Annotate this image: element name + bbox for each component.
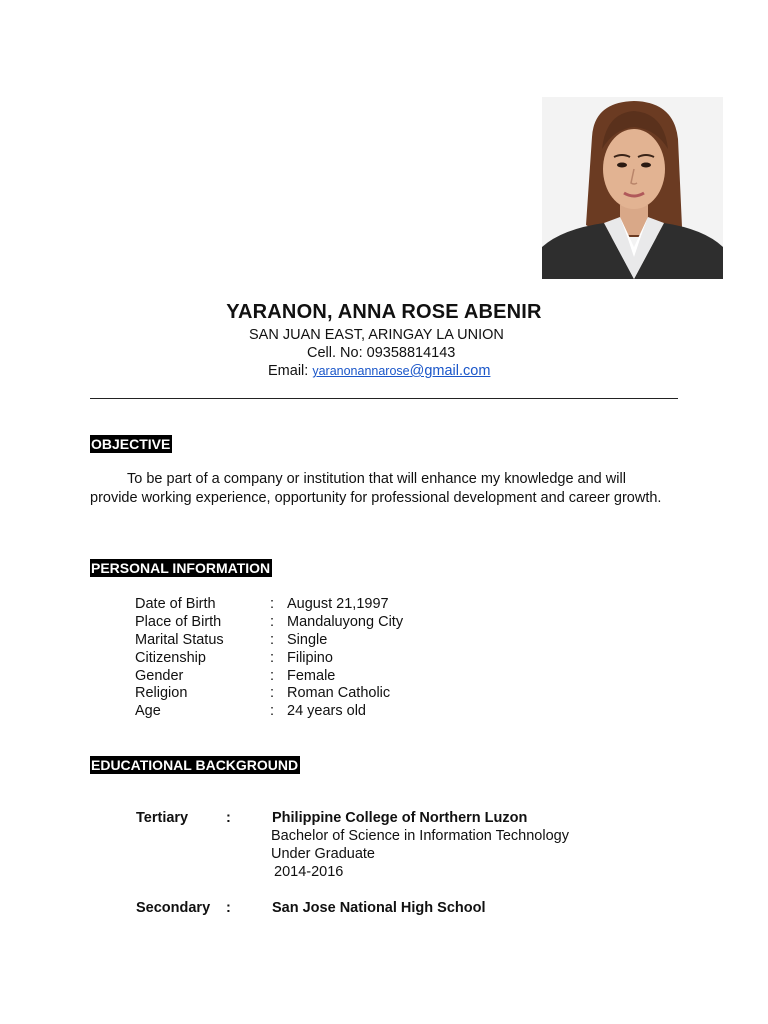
header-divider bbox=[90, 398, 678, 399]
personal-separator: : bbox=[270, 668, 275, 684]
personal-value: Mandaluyong City bbox=[287, 614, 404, 630]
profile-photo bbox=[542, 97, 723, 279]
educational-background-heading: EDUCATIONAL BACKGROUND bbox=[91, 757, 299, 773]
personal-label: Marital Status bbox=[135, 632, 224, 648]
personal-separator: : bbox=[270, 685, 275, 701]
personal-label: Citizenship bbox=[135, 650, 206, 666]
personal-separator: : bbox=[270, 703, 275, 719]
personal-value: Roman Catholic bbox=[287, 685, 391, 701]
email-link-domain[interactable]: @gmail.com bbox=[409, 363, 491, 379]
secondary-label: Secondary bbox=[136, 900, 211, 916]
personal-value: August 21,1997 bbox=[287, 596, 389, 612]
email-link-user[interactable]: yaranonannarose bbox=[312, 364, 410, 378]
personal-label: Religion bbox=[135, 685, 188, 701]
personal-value: Female bbox=[287, 668, 336, 684]
applicant-email bbox=[268, 363, 490, 379]
personal-separator: : bbox=[270, 632, 275, 648]
personal-information-heading: PERSONAL INFORMATION bbox=[91, 560, 271, 576]
personal-separator: : bbox=[270, 596, 275, 612]
personal-value: Filipino bbox=[287, 650, 333, 666]
objective-text bbox=[90, 470, 670, 507]
profile-photo-illustration bbox=[542, 97, 723, 279]
personal-label: Gender bbox=[135, 668, 184, 684]
email-label: Email: bbox=[268, 363, 309, 379]
applicant-address: SAN JUAN EAST, ARINGAY LA UNION bbox=[249, 327, 504, 343]
objective-paragraph: To be part of a company or institution that will enhance my knowledge and will provide working experience, opportunity for professional development and career growth. bbox=[90, 471, 662, 506]
tertiary-years: 2014-2016 bbox=[274, 864, 344, 880]
personal-value: 24 years old bbox=[287, 703, 366, 719]
personal-label: Age bbox=[135, 703, 161, 719]
applicant-name: YARANON, ANNA ROSE ABENIR bbox=[226, 301, 542, 323]
tertiary-status: Under Graduate bbox=[271, 846, 375, 862]
tertiary-separator: : bbox=[226, 810, 231, 826]
personal-label: Date of Birth bbox=[135, 596, 216, 612]
personal-value: Single bbox=[287, 632, 328, 648]
tertiary-label: Tertiary bbox=[136, 810, 189, 826]
tertiary-course: Bachelor of Science in Information Technology bbox=[271, 828, 569, 844]
personal-label: Place of Birth bbox=[135, 614, 222, 630]
personal-separator: : bbox=[270, 650, 275, 666]
tertiary-school: Philippine College of Northern Luzon bbox=[272, 810, 528, 826]
personal-separator: : bbox=[270, 614, 275, 630]
objective-heading: OBJECTIVE bbox=[91, 436, 171, 452]
secondary-school: San Jose National High School bbox=[272, 900, 486, 916]
applicant-cell-number: Cell. No: 09358814143 bbox=[307, 345, 456, 361]
secondary-separator: : bbox=[226, 900, 231, 916]
